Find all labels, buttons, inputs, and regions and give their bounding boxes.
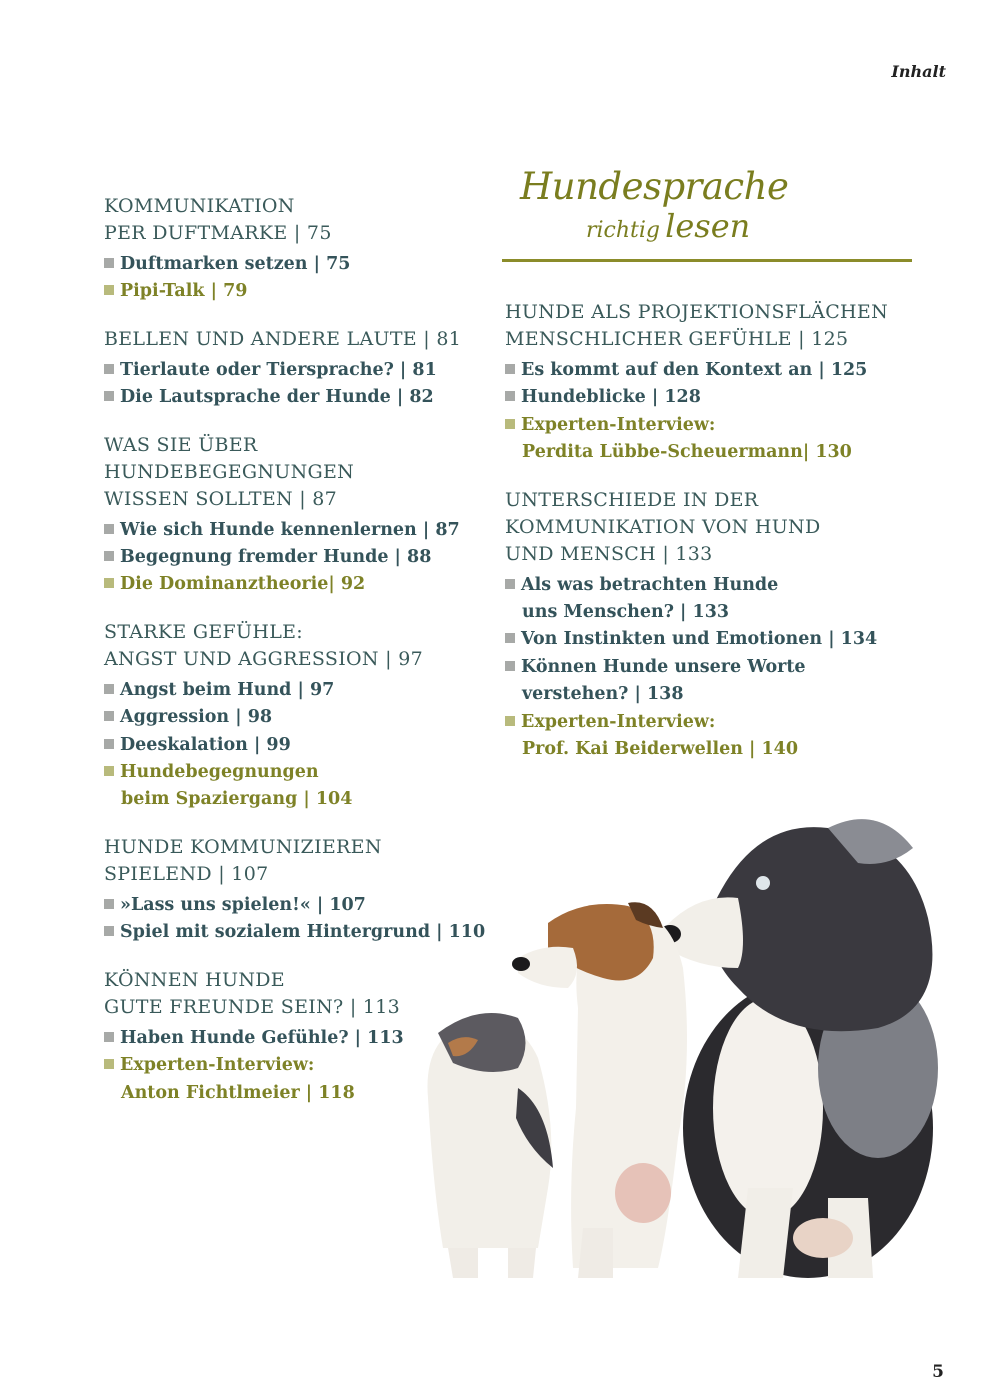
toc-entry[interactable]: [104, 732, 524, 759]
square-bullet-icon: [505, 579, 515, 589]
toc-entry-text: Können Hunde unsere Worte: [521, 656, 806, 677]
title-line-2: [586, 208, 912, 250]
toc-section: [104, 326, 524, 412]
square-bullet-icon: [104, 1059, 114, 1069]
toc-entry-text: beim Spaziergang | 104: [121, 789, 353, 810]
square-bullet-icon: [104, 1032, 114, 1042]
page-number: 5: [932, 1362, 944, 1382]
toc-entry-text: Spiel mit sozialem Hintergrund | 110: [120, 922, 486, 943]
toc-entry-text: Die Lautsprache der Hunde | 82: [120, 387, 434, 408]
toc-entry-text: Von Instinkten und Emotionen | 134: [521, 629, 878, 650]
section-title: [502, 166, 912, 250]
toc-entry[interactable]: [104, 384, 524, 411]
toc-heading-line: KOMMUNIKATION: [104, 195, 295, 217]
toc-entry-text: Anton Fichtlmeier | 118: [121, 1082, 355, 1103]
toc-heading-line: KOMMUNIKATION VON HUND: [505, 515, 821, 538]
toc-heading-line: HUNDEBEGEGNUNGEN: [104, 460, 355, 483]
toc-entry-text: Duftmarken setzen | 75: [120, 254, 351, 274]
toc-entry[interactable]: [505, 412, 925, 467]
title-word-small: richtig: [586, 218, 661, 243]
toc-heading-line: WISSEN SOLLTEN | 87: [104, 487, 338, 510]
toc-heading-line: SPIELEND | 107: [104, 862, 269, 885]
toc-entry-text: Experten-Interview:: [521, 711, 716, 732]
toc-entry-text: Hundebegegnungen: [120, 762, 319, 783]
toc-heading-line: WAS SIE ÜBER: [104, 433, 258, 456]
square-bullet-icon: [104, 739, 114, 749]
toc-heading-line: ANGST UND AGGRESSION | 97: [104, 647, 423, 670]
toc-section: [505, 299, 925, 467]
toc-entry[interactable]: [104, 544, 524, 571]
square-bullet-icon: [505, 633, 515, 643]
toc-entry-text: Begegnung fremder Hunde | 88: [120, 547, 432, 568]
toc-entry[interactable]: [104, 517, 524, 544]
toc-section-heading[interactable]: [104, 619, 524, 673]
toc-entry-text: Wie sich Hunde kennenlernen | 87: [120, 519, 460, 540]
toc-section-heading[interactable]: [104, 193, 524, 247]
toc-heading-line: MENSCHLICHER GEFÜHLE | 125: [505, 328, 849, 350]
square-bullet-icon: [104, 578, 114, 588]
square-bullet-icon: [505, 716, 515, 726]
toc-entry[interactable]: [104, 278, 524, 305]
toc-section: [104, 432, 524, 599]
toc-entry-text: verstehen? | 138: [522, 684, 684, 705]
square-bullet-icon: [505, 661, 515, 671]
square-bullet-icon: [104, 766, 114, 776]
square-bullet-icon: [104, 711, 114, 721]
toc-section-heading[interactable]: [104, 432, 524, 513]
square-bullet-icon: [104, 285, 114, 295]
toc-entry[interactable]: [104, 759, 524, 814]
toc-entry-text: Deeskalation | 99: [120, 734, 291, 755]
dogs-photo: [408, 808, 968, 1288]
toc-entry-text: Angst beim Hund | 97: [120, 679, 335, 700]
toc-heading-line: STARKE GEFÜHLE:: [104, 620, 303, 643]
square-bullet-icon: [505, 364, 515, 374]
toc-entry-text: Es kommt auf den Kontext an | 125: [521, 360, 868, 380]
toc-entry-text: Tierlaute oder Tiersprache? | 81: [120, 359, 437, 380]
square-bullet-icon: [104, 524, 114, 534]
square-bullet-icon: [104, 258, 114, 268]
toc-section: [104, 619, 524, 814]
square-bullet-icon: [104, 391, 114, 401]
toc-entry[interactable]: [505, 654, 925, 709]
toc-heading-line: HUNDE ALS PROJEKTIONSFLÄCHEN: [505, 301, 889, 323]
toc-entry-text: »Lass uns spielen!« | 107: [120, 894, 366, 915]
toc-heading-line: UNTERSCHIEDE IN DER: [505, 488, 759, 511]
title-word-big: lesen: [665, 207, 751, 245]
square-bullet-icon: [505, 391, 515, 401]
title-divider: [502, 259, 912, 262]
dog-large: [659, 819, 938, 1278]
toc-entry-text: Als was betrachten Hunde: [521, 574, 779, 595]
toc-entry[interactable]: [104, 251, 524, 278]
toc-entry-text: uns Menschen? | 133: [522, 602, 730, 623]
square-bullet-icon: [104, 926, 114, 936]
toc-entry-text: Pipi-Talk | 79: [120, 281, 248, 302]
square-bullet-icon: [104, 551, 114, 561]
toc-entry[interactable]: [505, 384, 925, 411]
toc-entry-text: Perdita Lübbe-Scheuermann| 130: [522, 442, 852, 463]
toc-heading-line: KÖNNEN HUNDE: [104, 968, 285, 991]
title-line-1: Hundesprache: [520, 165, 789, 208]
toc-entry-text: Die Dominanztheorie| 92: [120, 574, 366, 595]
toc-entry[interactable]: [505, 357, 925, 384]
toc-entry-text: Experten-Interview:: [521, 414, 716, 435]
toc-entry-text: Prof. Kai Beiderwellen | 140: [522, 739, 799, 760]
toc-entry[interactable]: [505, 626, 925, 653]
square-bullet-icon: [104, 364, 114, 374]
toc-section: [505, 487, 925, 764]
toc-entry[interactable]: [104, 571, 524, 598]
toc-entry[interactable]: [505, 572, 925, 627]
toc-section: [104, 193, 524, 306]
toc-heading-line: BELLEN UND ANDERE LAUTE | 81: [104, 327, 462, 350]
toc-heading-line: GUTE FREUNDE SEIN? | 113: [104, 995, 401, 1018]
toc-entry[interactable]: [104, 677, 524, 704]
toc-entry-text: Aggression | 98: [120, 707, 273, 728]
toc-entry[interactable]: [104, 704, 524, 731]
toc-section-heading[interactable]: [505, 299, 925, 353]
toc-entry[interactable]: [505, 709, 925, 764]
toc-entry-text: Experten-Interview:: [120, 1055, 315, 1076]
square-bullet-icon: [104, 684, 114, 694]
square-bullet-icon: [505, 419, 515, 429]
dog-small: [428, 1013, 554, 1278]
toc-section-heading[interactable]: [505, 487, 925, 568]
toc-entry-text: Hundeblicke | 128: [521, 387, 701, 408]
square-bullet-icon: [104, 899, 114, 909]
toc-heading-line: PER DUFTMARKE | 75: [104, 222, 332, 244]
toc-heading-line: HUNDE KOMMUNIZIEREN: [104, 835, 382, 858]
running-header: Inhalt: [891, 62, 946, 81]
toc-right-column: [505, 299, 925, 783]
toc-section-heading[interactable]: [104, 326, 524, 353]
toc-entry-text: Haben Hunde Gefühle? | 113: [120, 1027, 404, 1048]
toc-entry[interactable]: [104, 357, 524, 384]
toc-heading-line: UND MENSCH | 133: [505, 542, 713, 565]
